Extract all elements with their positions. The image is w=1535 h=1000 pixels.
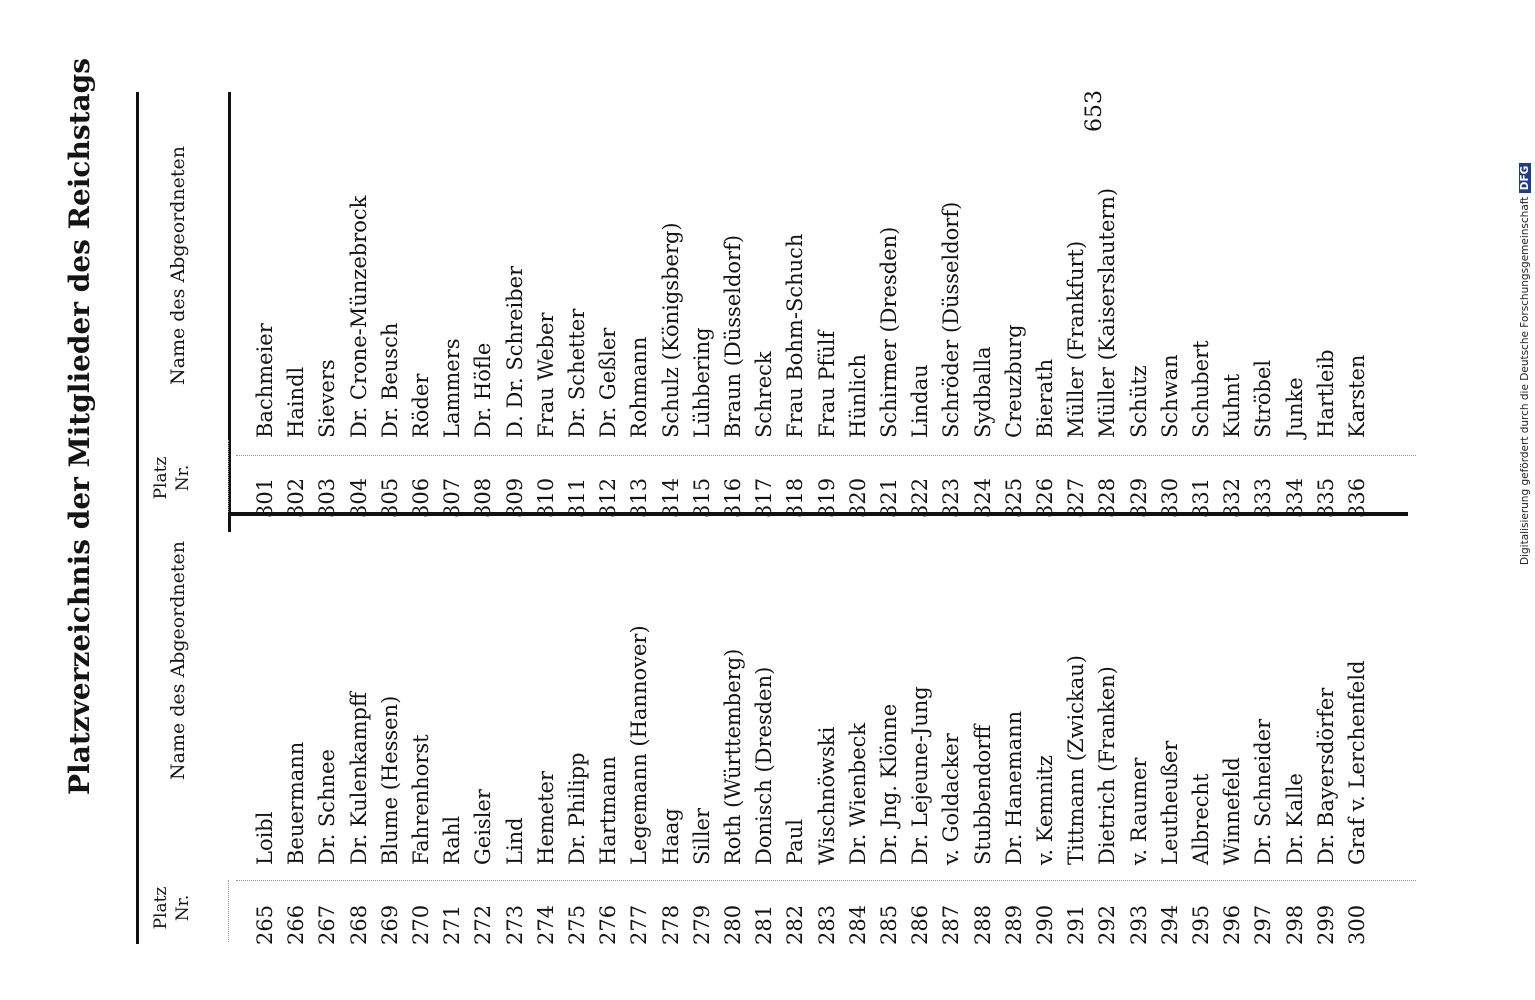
table-row <box>969 0 997 518</box>
member-name: v. Raumer <box>1126 757 1151 865</box>
platz-number: 278 <box>658 904 683 945</box>
platz-number: 298 <box>1282 904 1307 945</box>
platz-number: 265 <box>253 904 277 945</box>
member-name: Donisch (Dresden) <box>752 666 777 865</box>
platz-number: 294 <box>1157 904 1182 945</box>
platz-number: 331 <box>1189 477 1213 518</box>
platz-number: 297 <box>1251 904 1276 945</box>
member-name: Dr. Höfle <box>471 342 496 438</box>
member-name: Beuermann <box>284 741 309 865</box>
table-row <box>594 0 622 518</box>
platz-number: 277 <box>627 904 652 945</box>
table-row <box>563 0 591 518</box>
platz-number: 274 <box>533 904 558 945</box>
member-name: Dietrich (Franken) <box>1095 666 1120 865</box>
table-row <box>313 0 341 518</box>
platz-number: 307 <box>440 477 465 518</box>
member-name: Dr. Philipp <box>565 752 589 865</box>
member-name: Müller (Frankfurt) <box>1064 240 1089 438</box>
member-name: Schröder (Düsseldorf) <box>939 201 964 438</box>
member-name: Lammers <box>440 338 465 438</box>
member-name: Dr. Wienbeck <box>845 722 870 865</box>
platz-number: 268 <box>346 904 371 945</box>
member-name: Bachmeier <box>253 323 277 438</box>
platz-number: 289 <box>1001 904 1026 945</box>
member-name: Kuhnt <box>1220 373 1245 438</box>
platz-number: 295 <box>1189 904 1213 945</box>
member-name: Schütz <box>1126 365 1151 438</box>
platz-number: 322 <box>908 477 933 518</box>
platz-number: 267 <box>315 904 340 945</box>
platz-number: 302 <box>284 477 309 518</box>
table-row <box>1249 0 1277 518</box>
table-row <box>251 0 279 518</box>
platz-number: 309 <box>502 477 527 518</box>
member-name: Roth (Württemberg) <box>721 648 745 865</box>
member-name: Frau Weber <box>533 312 558 438</box>
member-name: Hartleib <box>1313 349 1338 438</box>
member-name: Karsten <box>1345 354 1369 438</box>
platz-number: 276 <box>596 904 621 945</box>
table-row <box>657 0 685 518</box>
member-name: Dr. Jng. Klönne <box>877 703 901 865</box>
member-name: Graf v. Lerchenfeld <box>1345 660 1369 865</box>
member-name: Tittmann (Zwickau) <box>1064 655 1089 865</box>
table-row <box>376 0 404 518</box>
platz-number: 290 <box>1033 904 1057 945</box>
member-name: Hartmann <box>596 756 621 865</box>
platz-number: 336 <box>1345 477 1369 518</box>
digitization-note-text: Digitalisierung gefördert durch die Deutsche Forschungsgemeinschaft <box>1519 196 1531 565</box>
member-name: Fahrenhorst <box>409 734 433 865</box>
table-row <box>1156 0 1184 518</box>
table-row <box>781 0 809 518</box>
member-name: Dr. Schnee <box>315 749 340 865</box>
member-name: Albrecht <box>1189 773 1213 865</box>
platz-number: 291 <box>1064 904 1089 945</box>
platz-number: 312 <box>596 477 621 518</box>
table-row <box>438 0 466 518</box>
table-row <box>1343 0 1371 518</box>
platz-number: 318 <box>783 477 808 518</box>
platz-number: 334 <box>1282 477 1307 518</box>
table-row <box>469 0 497 518</box>
table-row <box>688 0 716 518</box>
platz-number: 282 <box>783 904 808 945</box>
platz-number: 326 <box>1033 477 1057 518</box>
platz-number: 287 <box>939 904 964 945</box>
member-name: Ströbel <box>1251 359 1276 438</box>
platz-number: 281 <box>752 904 777 945</box>
platz-number: 330 <box>1157 477 1182 518</box>
table-row <box>501 0 529 518</box>
platz-number: 332 <box>1220 477 1245 518</box>
platz-number: 308 <box>471 477 496 518</box>
table-row <box>906 0 934 518</box>
right-header-name: Name des Abgeordneten <box>167 145 189 385</box>
platz-number: 292 <box>1095 904 1120 945</box>
platz-number: 313 <box>627 477 652 518</box>
member-name: Dr. Schetter <box>565 308 589 438</box>
platz-number: 316 <box>721 477 745 518</box>
table-row <box>875 0 903 518</box>
member-name: Haag <box>658 808 683 865</box>
member-name: Frau Pfülf <box>814 330 839 438</box>
platz-number: 296 <box>1220 904 1245 945</box>
table-row <box>844 0 872 518</box>
platz-number: 328 <box>1095 477 1120 518</box>
platz-number: 300 <box>1345 904 1369 945</box>
page-number: 653 <box>1082 90 1107 132</box>
table-row <box>813 0 841 518</box>
digitization-note <box>1517 5 1533 565</box>
platz-number: 310 <box>533 477 558 518</box>
platz-number: 280 <box>721 904 745 945</box>
member-name: v. Kemnitz <box>1033 755 1057 865</box>
member-name: Bierath <box>1033 358 1057 438</box>
platz-number: 306 <box>409 477 433 518</box>
left-header-platz: Platz Nr. <box>151 886 193 930</box>
platz-number: 335 <box>1313 477 1338 518</box>
table-row <box>407 0 435 518</box>
dfg-logo: DFG <box>1519 163 1531 194</box>
member-name: Dr. Hanemann <box>1001 710 1026 865</box>
platz-number: 279 <box>689 904 714 945</box>
platz-number: 273 <box>502 904 527 945</box>
member-name: Schubert <box>1189 340 1213 438</box>
platz-number: 319 <box>814 477 839 518</box>
member-name: Dr. Kalle <box>1282 773 1307 865</box>
member-name: Braun (Düsseldorf) <box>721 234 745 438</box>
platz-number: 288 <box>970 904 995 945</box>
member-name: Haindl <box>284 366 309 438</box>
member-name: Siller <box>689 807 714 865</box>
table-row <box>750 0 778 518</box>
table-row <box>282 0 310 518</box>
table-row <box>1312 0 1340 518</box>
platz-number: 284 <box>845 904 870 945</box>
member-name: Dr. Schneider <box>1251 718 1276 865</box>
platz-number: 305 <box>377 477 402 518</box>
member-name: Lindau <box>908 364 933 438</box>
platz-number: 311 <box>565 477 589 518</box>
left-header-name: Name des Abgeordneten <box>167 540 189 780</box>
member-name: Dr. Bayersdörfer <box>1313 687 1338 865</box>
member-name: Dr. Lejeune-Jung <box>908 686 933 865</box>
platz-number: 269 <box>377 904 402 945</box>
member-name: Leutheußer <box>1157 740 1182 865</box>
platz-number: 320 <box>845 477 870 518</box>
member-name: Schwan <box>1157 354 1182 438</box>
platz-number: 329 <box>1126 477 1151 518</box>
member-name: Creuzburg <box>1001 324 1026 438</box>
member-name: Müller (Kaiserslautern) <box>1095 187 1120 438</box>
platz-number: 323 <box>939 477 964 518</box>
table-row <box>1062 0 1090 518</box>
platz-number: 321 <box>877 477 901 518</box>
platz-number: 315 <box>689 477 714 518</box>
table-row <box>937 0 965 518</box>
member-name: Dr. Geßler <box>596 327 621 438</box>
platz-number: 314 <box>658 477 683 518</box>
member-name: Geisler <box>471 789 496 865</box>
member-name: Röder <box>409 373 433 438</box>
member-name: Rohmann <box>627 336 652 438</box>
member-name: Wischnöwski <box>814 726 839 865</box>
left-column-divider <box>228 880 229 942</box>
platz-number: 325 <box>1001 477 1026 518</box>
platz-number: 283 <box>814 904 839 945</box>
table-row <box>1125 0 1153 518</box>
member-name: Hemeter <box>533 771 558 865</box>
platz-number: 299 <box>1313 904 1338 945</box>
platz-number: 301 <box>253 477 277 518</box>
member-name: v. Goldacker <box>939 733 964 865</box>
member-name: Winnefeld <box>1220 757 1245 865</box>
member-name: Blume (Hessen) <box>377 695 402 865</box>
right-header-platz: Platz Nr. <box>151 456 193 500</box>
table-row <box>1218 0 1246 518</box>
table-row <box>1281 0 1309 518</box>
member-name: Stubbendorff <box>970 724 995 865</box>
member-name: Junke <box>1282 377 1307 438</box>
platz-number: 317 <box>752 477 777 518</box>
platz-number: 304 <box>346 477 371 518</box>
platz-number: 333 <box>1251 477 1276 518</box>
member-name: Dr. Crone-Münzebrock <box>346 195 371 438</box>
member-name: D. Dr. Schreiber <box>502 265 527 438</box>
member-name: Dr. Beusch <box>377 322 402 438</box>
platz-number: 286 <box>908 904 933 945</box>
member-name: Sydballa <box>970 346 995 438</box>
platz-number: 270 <box>409 904 433 945</box>
platz-number: 271 <box>440 904 465 945</box>
member-name: Lind <box>502 817 527 865</box>
table-row <box>1000 0 1028 518</box>
platz-number: 324 <box>970 477 995 518</box>
member-name: Legemann (Hannover) <box>627 625 652 865</box>
platz-number: 272 <box>471 904 496 945</box>
table-row <box>719 0 747 518</box>
table-row <box>1187 0 1215 518</box>
member-name: Sievers <box>315 359 340 438</box>
member-name: Loibl <box>253 811 277 865</box>
table-left-rule <box>136 92 139 944</box>
platz-number: 293 <box>1126 904 1151 945</box>
table-row <box>345 0 373 518</box>
platz-number: 275 <box>565 904 589 945</box>
table-row <box>1031 0 1059 518</box>
member-name: Rahl <box>440 815 465 865</box>
member-name: Dr. Kulenkampff <box>346 692 371 865</box>
platz-number: 266 <box>284 904 309 945</box>
member-name: Hünlich <box>845 353 870 438</box>
table-row <box>532 0 560 518</box>
member-name: Frau Bohm-Schuch <box>783 233 808 438</box>
member-name: Paul <box>783 819 808 865</box>
platz-number: 327 <box>1064 477 1089 518</box>
table-row <box>625 0 653 518</box>
platz-number: 303 <box>315 477 340 518</box>
platz-number: 285 <box>877 904 901 945</box>
member-name: Schulz (Königsberg) <box>658 222 683 438</box>
right-column-divider <box>228 440 229 512</box>
member-name: Schreck <box>752 351 777 438</box>
page-title: Platzverzeichnis der Mitglieder des Reichstags <box>63 58 96 795</box>
member-name: Lühbering <box>689 327 714 438</box>
table-row <box>1093 0 1121 518</box>
member-name: Schirmer (Dresden) <box>877 226 901 438</box>
